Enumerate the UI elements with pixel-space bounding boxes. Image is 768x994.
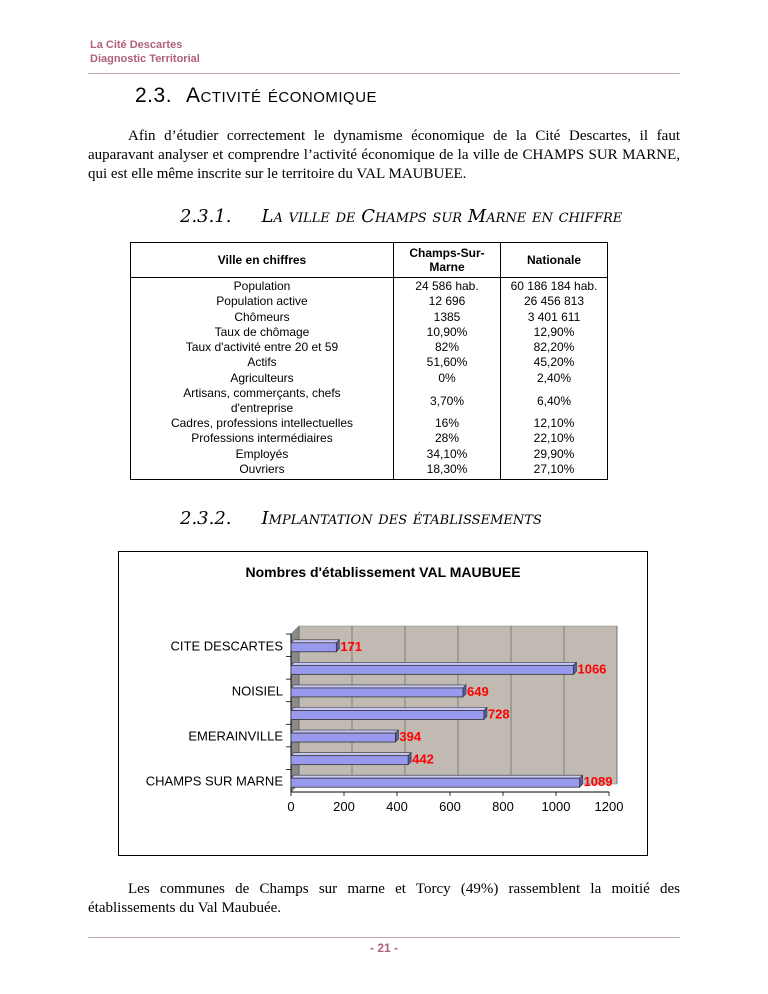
- section-title: Activité économique: [186, 84, 378, 107]
- table-row-label: Actifs: [247, 355, 277, 370]
- table-cell: 60 186 184 hab.: [510, 279, 598, 293]
- table-row-label: Artisans, commerçants, chefs d'entreprise: [183, 386, 341, 416]
- bar: [291, 756, 408, 765]
- bar-value-label: 649: [466, 683, 489, 699]
- bar-top-face: [291, 685, 466, 688]
- chart-title: Nombres d'établissement VAL MAUBUEE: [245, 564, 521, 580]
- category-label: CHAMPS SUR MARNE: [145, 773, 283, 789]
- table-cell: 45,20%: [533, 355, 575, 370]
- bar-top-face: [291, 640, 339, 643]
- table-header-champs: Champs-Sur-Marne: [394, 243, 501, 278]
- table-cell: 24 586 hab.: [415, 279, 479, 293]
- bar: [291, 643, 336, 652]
- bar-value-label: 1066: [577, 661, 607, 677]
- table-cell: 82%: [434, 340, 460, 355]
- bar-value-label: 1089: [583, 774, 613, 790]
- table-row-label: Population: [233, 279, 291, 293]
- footer-divider: [88, 937, 680, 938]
- table-cell: 27,10%: [533, 461, 575, 476]
- table-row-label: Population active: [216, 294, 308, 309]
- table-cell: 82,20%: [533, 340, 575, 355]
- bar: [291, 688, 463, 697]
- x-tick-label: 400: [386, 799, 408, 814]
- table-cell: 3,70%: [429, 394, 465, 409]
- table-cell: 1385: [433, 309, 461, 324]
- bar: [291, 778, 580, 787]
- subsection-heading-2: [180, 508, 542, 529]
- bar: [291, 733, 395, 742]
- x-tick-label: 1200: [594, 799, 624, 814]
- bar-top-face: [291, 708, 487, 711]
- table-cell: 16%: [434, 416, 460, 431]
- bar-value-label: 394: [399, 729, 422, 745]
- table-column-label: [131, 278, 394, 480]
- x-tick-label: 0: [287, 799, 295, 814]
- bar-value-label: 728: [487, 706, 510, 722]
- table-row-label: Employés: [235, 446, 289, 461]
- category-label: CITE DESCARTES: [170, 638, 283, 654]
- subsection-1-title: La ville de Champs sur Marne en chiffre: [261, 206, 623, 227]
- table-cell: 18,30%: [426, 461, 468, 476]
- section-number: 2.3.: [135, 84, 173, 107]
- table-cell: 12,10%: [533, 416, 575, 431]
- x-tick-label: 200: [333, 799, 355, 814]
- table-cell: 3 401 611: [527, 309, 581, 324]
- x-tick-label: 600: [439, 799, 461, 814]
- subsection-1-number: 2.3.1.: [180, 206, 232, 227]
- bar-value-label: 442: [412, 751, 434, 767]
- subsection-2-title: Implantation des établissements: [261, 508, 542, 529]
- table-column-national: [501, 278, 608, 480]
- chart-svg: [119, 552, 647, 855]
- table-header-national: Nationale: [501, 243, 608, 278]
- bar: [291, 665, 573, 674]
- table-header-city: Ville en chiffres: [131, 243, 394, 278]
- table-cell: 2,40%: [536, 370, 572, 385]
- table-cell: 6,40%: [536, 394, 572, 409]
- bar-value-label: 171: [340, 638, 363, 654]
- table-row-label: Agriculteurs: [230, 370, 294, 385]
- intro-paragraph: Afin d’étudier correctement le dynamisme économique de la Cité Descartes, il faut auparavant analyser et comprendre l’activité économique de la ville de CHAMPS SUR MARNE, qui est elle même inscrite sur le territoire du VAL MAUBUEE.: [88, 128, 680, 182]
- table-cell: 51,60%: [426, 355, 468, 370]
- table-cell: 12 696: [428, 294, 466, 309]
- header-divider: [88, 73, 680, 74]
- bar-top-face: [291, 730, 398, 733]
- bar-top-face: [291, 753, 411, 756]
- bar-top-face: [291, 775, 583, 778]
- x-tick-label: 1000: [541, 799, 571, 814]
- table-cell: 10,90%: [426, 324, 468, 339]
- table-row-label: Professions intermédiaires: [191, 431, 333, 446]
- table-row-label: Taux de chômage: [214, 324, 310, 339]
- table-row-label: Ouvriers: [239, 461, 285, 476]
- city-figures-table: [130, 242, 608, 480]
- page-number: - 21 -: [369, 941, 398, 955]
- subsection-heading-1: [180, 206, 622, 227]
- table-row-label: Cadres, professions intellectuelles: [170, 416, 354, 431]
- x-tick-label: 800: [492, 799, 514, 814]
- table-cell: 28%: [434, 431, 460, 446]
- running-header: [90, 38, 200, 66]
- conclusion-paragraph: Les communes de Champs sur marne et Torcy (49%) rassemblent la moitié des établissements du Val Maubuée.: [88, 881, 680, 916]
- table-row-label: Chômeurs: [234, 309, 290, 324]
- table-cell: 12,90%: [533, 324, 575, 339]
- table-cell: 26 456 813: [523, 294, 585, 309]
- table-row-label: Taux d'activité entre 20 et 59: [185, 340, 339, 355]
- establishments-chart: [118, 551, 648, 856]
- category-label: NOISIEL: [231, 683, 283, 699]
- section-heading: [135, 84, 377, 108]
- table-cell: 29,90%: [533, 446, 575, 461]
- header-subtitle: Diagnostic Territorial: [90, 53, 200, 65]
- bar: [291, 711, 484, 720]
- bar-top-face: [291, 662, 576, 665]
- table-cell: 22,10%: [533, 431, 575, 446]
- subsection-2-number: 2.3.2.: [180, 508, 232, 529]
- table-column-champs: [394, 278, 501, 480]
- category-label: EMERAINVILLE: [188, 728, 283, 744]
- table-cell: 34,10%: [426, 446, 468, 461]
- table-cell: 0%: [438, 370, 456, 385]
- header-title: La Cité Descartes: [90, 39, 183, 51]
